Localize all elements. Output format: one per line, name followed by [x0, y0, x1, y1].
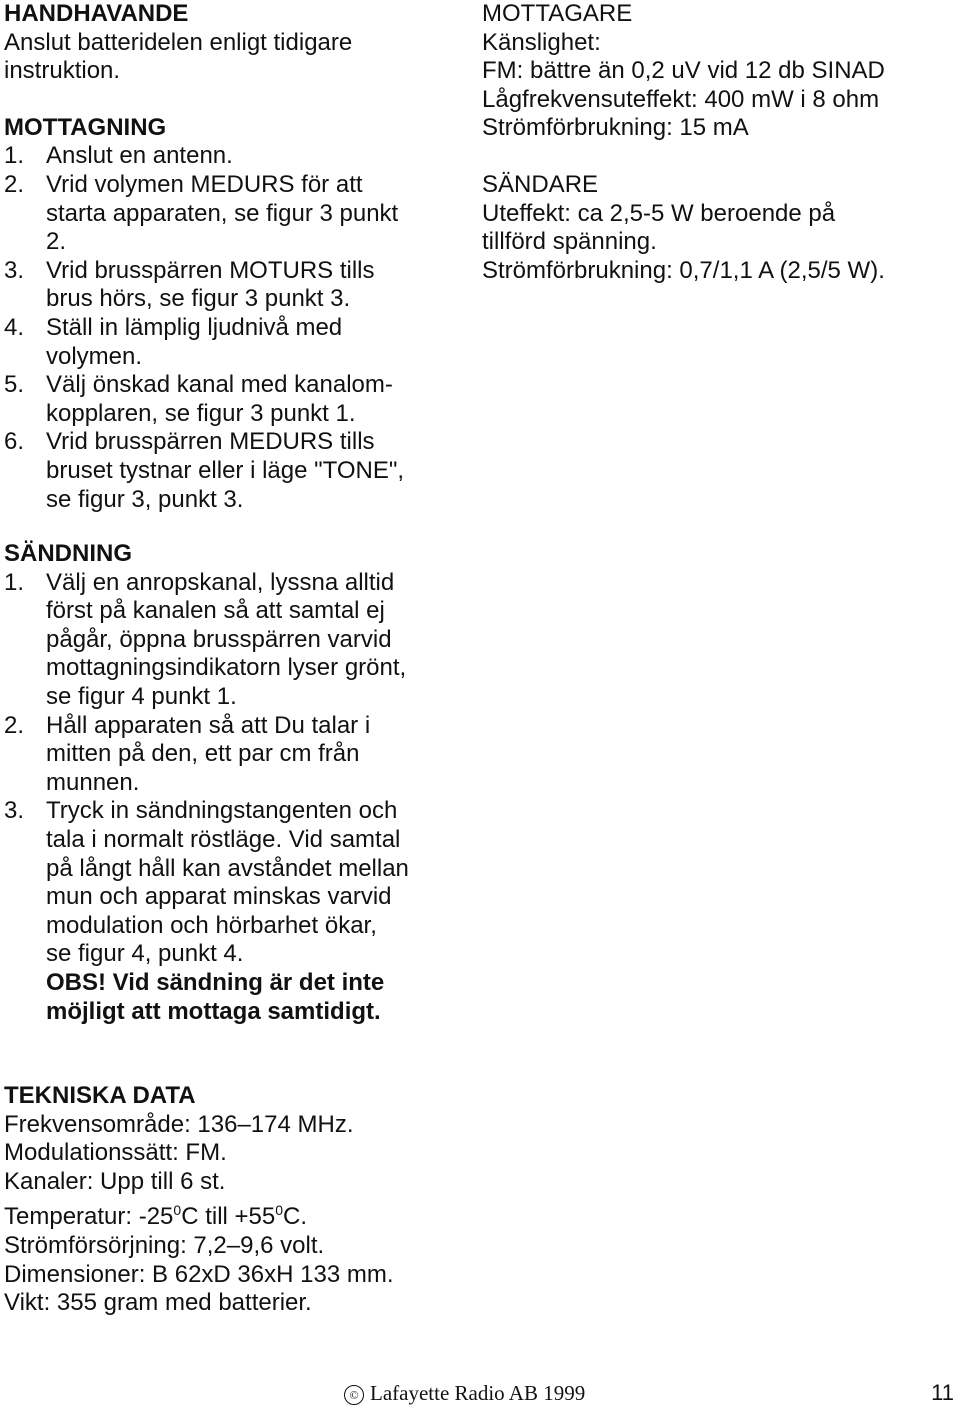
copyright-icon: © [344, 1385, 364, 1405]
tech-temperatur: Temperatur: $-25^0C$ till $+55^0C$. [4, 1202, 308, 1231]
list-item: 1. Anslut en antenn. [4, 142, 233, 170]
list-item: 5. Välj önskad kanal med kanalom- kopplaren, se figur 3 punkt 1. [4, 371, 393, 427]
mottagare-text: Känslighet: FM: bättre än 0,2 uV vid 12 db SINAD Lågfrekvensuteffekt: 400 mW i 8 ohm Strömförbrukning: 15 mA [482, 28, 885, 142]
section-heading-handhavande: HANDHAVANDE [4, 0, 189, 27]
left-column [4, 0, 474, 1026]
list-item: 2. Vrid volymen MEDURS för att starta apparaten, se figur 3 punkt 2. [4, 170, 399, 256]
sandning-list [4, 569, 474, 1027]
section-heading-sandare: SÄNDARE [482, 170, 599, 198]
mottagning-list [4, 142, 474, 514]
obs-warning: OBS! Vid sändning är det inte [46, 969, 385, 996]
tech-modulation: Modulationssätt: FM. [4, 1139, 227, 1167]
list-item: 2. Håll apparaten så att Du talar i mitten på den, ett par cm från munnen. [4, 711, 371, 796]
copyright-footer: © Lafayette Radio AB 1999 [344, 1380, 585, 1406]
section-heading-mottagare: MOTTAGARE [482, 0, 633, 27]
tech-vikt: Vikt: 355 gram med batterier. [4, 1289, 312, 1317]
tech-kanaler: Kanaler: Upp till 6 st. [4, 1167, 226, 1195]
list-item: 1. Välj en anropskanal, lyssna alltid först på kanalen så att samtal ej pågår, öppna brusspärren varvid mottagningsindikatorn lyser grönt, se figur 4 punkt 1. [4, 568, 407, 711]
list-item: 3. Vrid brusspärren MOTURS tills brus hörs, se figur 3 punkt 3. [4, 256, 375, 313]
list-item: 4. Ställ in lämplig ljudnivå med volymen. [4, 313, 343, 370]
tech-dimensioner: Dimensioner: B 62xD 36xH 133 mm. [4, 1260, 394, 1288]
section-heading-mottagning: MOTTAGNING [4, 113, 167, 141]
page-number: 11 [931, 1380, 954, 1405]
handhavande-text: Anslut batteridelen enligt tidigare instruktion. [4, 28, 353, 85]
section-heading-tekniska-data: TEKNISKA DATA [4, 1082, 196, 1109]
tekniska-data [4, 1082, 604, 1318]
tech-frekvens: Frekvensområde: 136–174 MHz. [4, 1110, 354, 1138]
list-item: 6. Vrid brusspärren MEDURS tills bruset tystnar eller i läge "TONE", se figur 3, punkt 3. [4, 428, 405, 513]
sandare-text: Uteffekt: ca 2,5-5 W beroende på tillförd spänning. Strömförbrukning: 0,7/1,1 A (2,5/5 W). [482, 199, 885, 284]
section-heading-sandning: SÄNDNING [4, 540, 133, 568]
tech-strom: Strömförsörjning: 7,2–9,6 volt. [4, 1231, 325, 1259]
obs-warning-cont: möjligt att mottaga samtidigt. [46, 997, 381, 1025]
right-column [482, 0, 952, 285]
list-item: 3. Tryck in sändningstangenten och tala i normalt röstläge. Vid samtal på långt håll kan avståndet mellan mun och apparat minskas varvid modulation och hörbarhet ökar, se figur 4, punkt 4. OBS! Vid sändning är det inte möjligt att mottaga samtidigt. [4, 797, 409, 1025]
